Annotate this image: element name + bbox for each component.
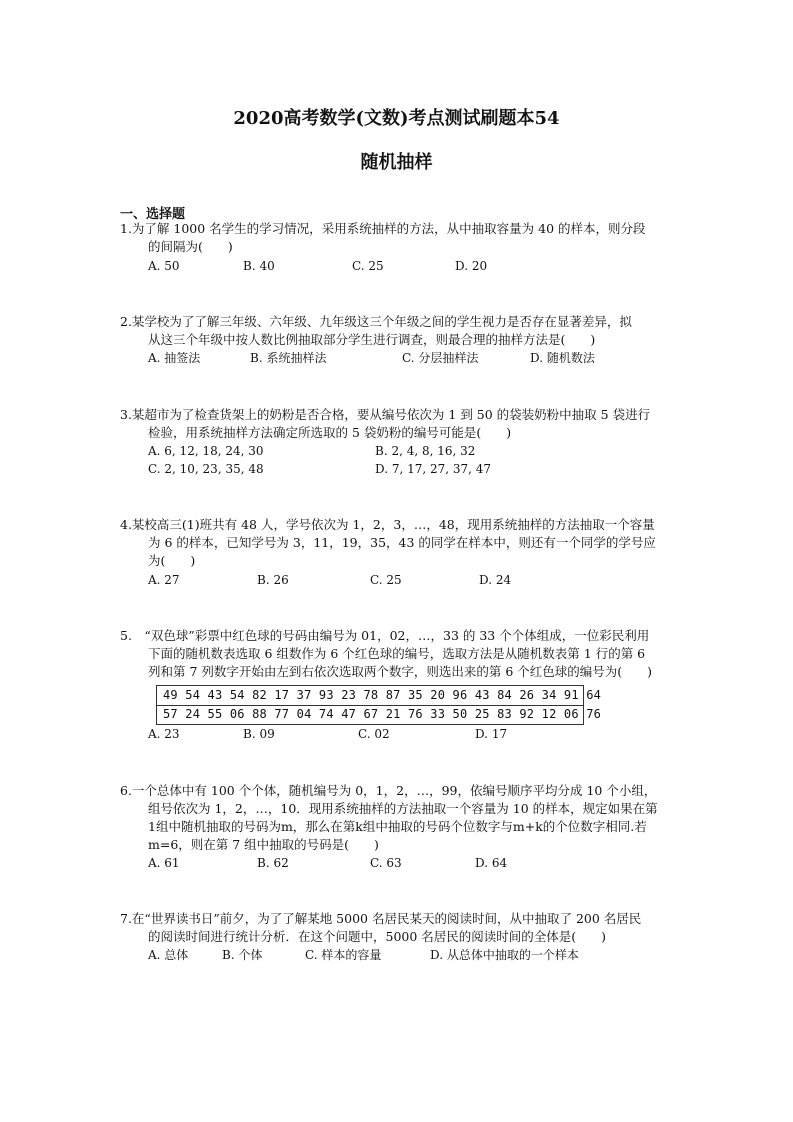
random-number-row-2: 57 24 55 06 88 77 04 74 47 67 21 76 33 50 25 83 92 12 06 76 [163, 707, 602, 721]
question-2-option-c: C. 分层抽样法 [402, 351, 479, 365]
question-6-line-2: 组号依次为 1，2，…，10．现用系统抽样的方法抽取一个容量为 10 的样本，规定如果在第 [148, 801, 658, 816]
question-5-line-3: 列和第 7 列数字开始由左到右依次选取两个数字，则选出来的第 6 个红色球的编号为( ) [148, 664, 653, 679]
question-2-line-1: 2.某学校为了了解三年级、六年级、九年级这三个年级之间的学生视力是否存在显著差异，拟 [120, 314, 632, 329]
question-7-option-c: C. 样本的容量 [305, 948, 382, 962]
question-3-line-1: 3.某超市为了检查货架上的奶粉是否合格，要从编号依次为 1 到 50 的袋装奶粉中抽取 5 袋进行 [120, 407, 651, 422]
question-6-line-4: m=6，则在第 7 组中抽取的号码是( ) [148, 837, 379, 852]
question-2-option-b: B. 系统抽样法 [250, 351, 327, 365]
question-4-option-a: A. 27 [148, 573, 180, 587]
question-5-option-d: D. 17 [475, 727, 508, 741]
question-2-option-d: D. 随机数法 [530, 351, 595, 365]
question-6-line-1: 6.一个总体中有 100 个个体，随机编号为 0，1，2，…，99，依编号顺序平均分成 10 个小组， [120, 783, 657, 798]
question-3-option-c: C. 2, 10, 23, 35, 48 [148, 462, 264, 476]
question-5-line-1: 5. “双色球”彩票中红色球的号码由编号为 01，02，…，33 的 33 个个体组成，一位彩民利用 [120, 628, 650, 643]
question-7-option-b: B. 个体 [222, 948, 263, 962]
question-7-line-2: 的阅读时间进行统计分析．在这个问题中，5000 名居民的阅读时间的全体是( ) [148, 929, 607, 944]
page-subtitle: 随机抽样 [360, 152, 433, 173]
question-4-option-c: C. 25 [370, 573, 402, 587]
question-6-option-b: B. 62 [257, 856, 289, 870]
question-4-line-2: 为 6 的样本，已知学号为 3，11，19，35，43 的同学在样本中，则还有一个同学的学号应 [148, 535, 656, 550]
question-7-option-d: D. 从总体中抽取的一个样本 [430, 948, 579, 962]
question-7-line-1: 7.在“世界读书日”前夕，为了了解某地 5000 名居民某天的阅读时间，从中抽取了 200 名居民 [120, 911, 642, 926]
question-6-option-a: A. 61 [148, 856, 180, 870]
question-6-option-c: C. 63 [370, 856, 402, 870]
question-1-option-b: B. 40 [243, 259, 275, 273]
question-5-option-a: A. 23 [148, 727, 180, 741]
question-5-line-2: 下面的随机数表选取 6 组数作为 6 个红色球的编号，选取方法是从随机数表第 1 行的第 6 [148, 646, 646, 661]
question-2-line-2: 从这三个年级中按人数比例抽取部分学生进行调查，则最合理的抽样方法是( ) [148, 332, 596, 347]
question-6-line-3: 1组中随机抽取的号码为m，那么在第k组中抽取的号码个位数字与m+k的个位数字相同.若 [148, 819, 647, 834]
question-4-option-b: B. 26 [257, 573, 289, 587]
page-title: 2020高考数学(文数)考点测试刷题本54 [233, 108, 560, 129]
question-4-line-3: 为( ) [148, 553, 196, 568]
question-2-option-a: A. 抽签法 [148, 351, 201, 365]
question-1-line-2: 的间隔为( ) [148, 239, 233, 254]
question-4-line-1: 4.某校高三(1)班共有 48 人，学号依次为 1，2，3，…，48，现用系统抽样的方法抽取一个容量 [120, 517, 655, 532]
question-1-line-1: 1.为了解 1000 名学生的学习情况，采用系统抽样的方法，从中抽取容量为 40 的样本，则分段 [120, 221, 646, 236]
question-7-option-a: A. 总体 [148, 948, 189, 962]
question-1-option-a: A. 50 [148, 259, 180, 273]
question-1-option-d: D. 20 [455, 259, 488, 273]
question-3-option-d: D. 7, 17, 27, 37, 47 [375, 462, 492, 476]
question-1-option-c: C. 25 [352, 259, 384, 273]
random-number-row-1: 49 54 43 54 82 17 37 93 23 78 87 35 20 96 43 84 26 34 91 64 [157, 686, 583, 706]
question-5-option-b: B. 09 [243, 727, 275, 741]
question-5-option-c: C. 02 [358, 727, 390, 741]
section-heading: 一、选择题 [120, 207, 186, 222]
question-6-option-d: D. 64 [475, 856, 508, 870]
question-4-option-d: D. 24 [479, 573, 512, 587]
question-3-option-a: A. 6, 12, 18, 24, 30 [148, 444, 264, 458]
question-3-line-2: 检验，用系统抽样方法确定所选取的 5 袋奶粉的编号可能是( ) [148, 425, 512, 440]
random-number-table [156, 685, 602, 725]
question-3-option-b: B. 2, 4, 8, 16, 32 [375, 444, 476, 458]
